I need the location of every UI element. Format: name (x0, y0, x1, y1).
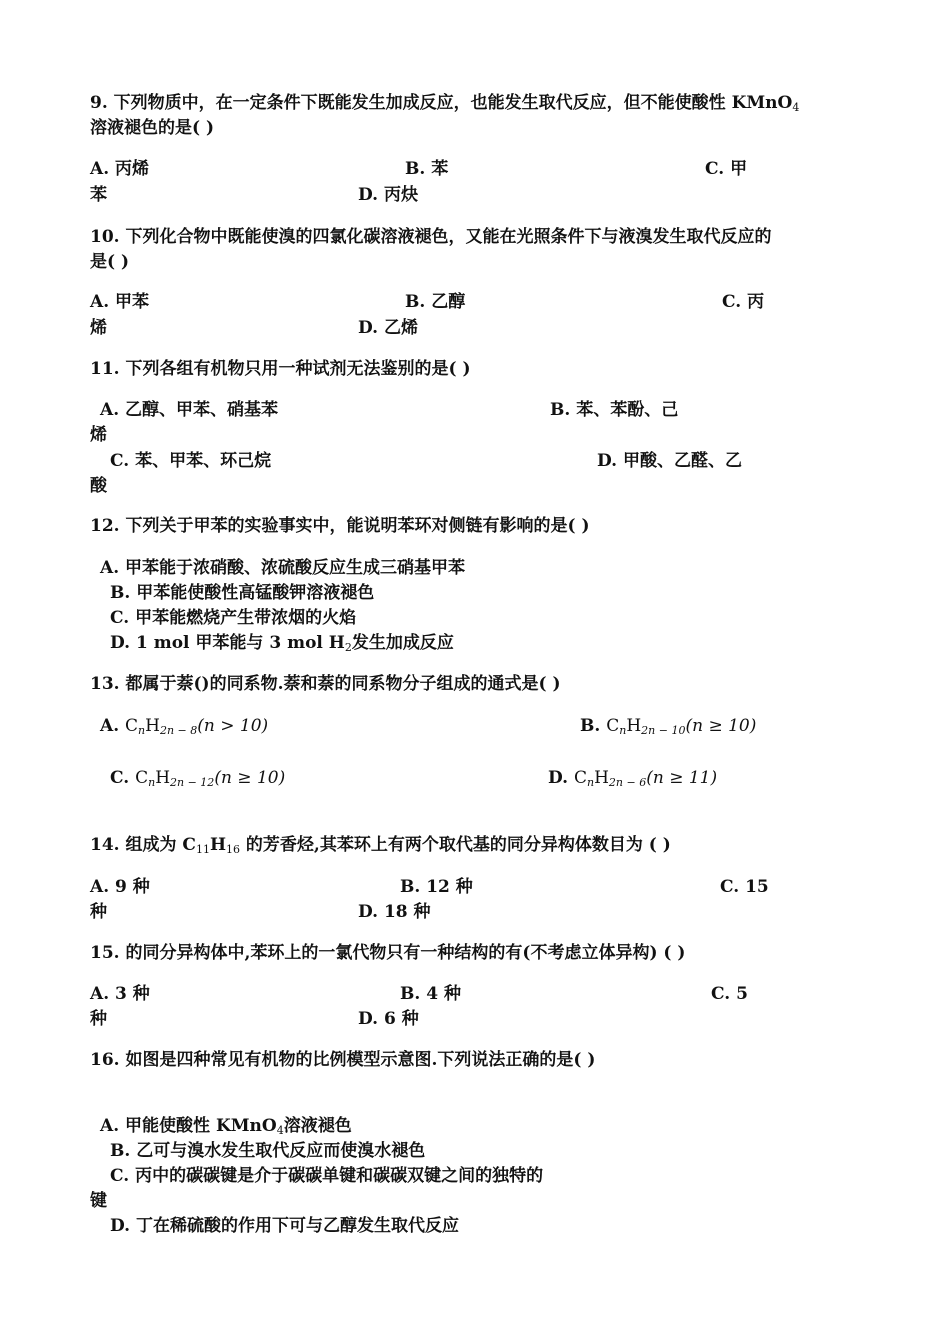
q11-option-d: D. 甲酸、乙醛、乙 (597, 451, 742, 471)
q10-option-d: D. 乙烯 (358, 318, 418, 338)
q15-option-c-wrap: 种 (90, 1009, 107, 1029)
q14-option-d: D. 18 种 (358, 902, 431, 922)
q9-option-c: C. 甲 (705, 159, 748, 179)
q15-option-c: C. 5 (711, 984, 748, 1004)
q12-stem-line1: 12. 下列关于甲苯的实验事实中，能说明苯环对侧链有影响的是( ) (90, 516, 590, 536)
q15-option-b: B. 4 种 (400, 984, 461, 1004)
q13-option-d: D. $C_nH_{2n - 6}(n \ge 11)$ (548, 768, 718, 789)
q14-option-b: B. 12 种 (400, 877, 473, 897)
q13-option-b: B. $C_nH_{2n - 10}(n \ge 10)$ (580, 716, 757, 737)
q16-option-b: B. 乙可与溴水发生取代反应而使溴水褪色 (110, 1141, 426, 1161)
q10-option-b: B. 乙醇 (405, 292, 466, 312)
q12-option-a: A. 甲苯能于浓硝酸、浓硫酸反应生成三硝基甲苯 (100, 558, 466, 578)
q11-option-a: A. 乙醇、甲苯、硝基苯 (100, 400, 279, 420)
q14-option-c-wrap: 种 (90, 902, 107, 922)
q12-option-c: C. 甲苯能燃烧产生带浓烟的火焰 (110, 608, 357, 628)
q11-option-b-wrap: 烯 (90, 425, 107, 445)
q16-stem-line1: 16. 如图是四种常见有机物的比例模型示意图.下列说法正确的是( ) (90, 1050, 596, 1070)
q16-option-c-wrap: 键 (90, 1191, 107, 1211)
q12-option-d: D. 1 mol 甲苯能与 3 mol $H_2$发生加成反应 (110, 633, 454, 654)
q11-stem-line1: 11. 下列各组有机物只用一种试剂无法鉴别的是( ) (90, 359, 471, 379)
q9-option-b: B. 苯 (405, 159, 449, 179)
q11-option-c: C. 苯、甲苯、环己烷 (110, 451, 272, 471)
q10-stem-line1: 10. 下列化合物中既能使溴的四氯化碳溶液褪色，又能在光照条件下与液溴发生取代反应的 (90, 227, 772, 247)
q16-option-a: A. 甲能使酸性 KMnO$_4$溶液褪色 (100, 1116, 352, 1137)
q11-option-d-wrap: 酸 (90, 476, 107, 496)
q14-option-c: C. 15 (720, 877, 769, 897)
q13-option-a: A. $C_nH_{2n - 8}(n > 10)$ (100, 716, 269, 737)
q15-stem-line1: 15. 的同分异构体中,苯环上的一氯代物只有一种结构的有(不考虑立体异构) ( ) (90, 943, 686, 963)
q10-option-c-wrap: 烯 (90, 318, 107, 338)
q11-option-b: B. 苯、苯酚、己 (550, 400, 679, 420)
q9-option-d: D. 丙炔 (358, 185, 418, 205)
q9-stem-line1: 9. 下列物质中，在一定条件下既能发生加成反应，也能发生取代反应，但不能使酸性 KMnO$_4$ (90, 93, 800, 114)
q9-option-a: A. 丙烯 (90, 159, 150, 179)
q9-option-c-wrap: 苯 (90, 185, 107, 205)
q14-option-a: A. 9 种 (90, 877, 150, 897)
q15-option-d: D. 6 种 (358, 1009, 419, 1029)
q16-option-d: D. 丁在稀硫酸的作用下可与乙醇发生取代反应 (110, 1216, 459, 1236)
q16-option-c: C. 丙中的碳碳键是介于碳碳单键和碳碳双键之间的独特的 (110, 1166, 544, 1186)
q14-stem-line1: 14. 组成为 $C_{11}H_{16}$ 的芳香烃,其苯环上有两个取代基的同分异构体数目为 ( ) (90, 835, 671, 856)
q9-stem-line2: 溶液褪色的是( ) (90, 118, 215, 138)
q10-option-c: C. 丙 (722, 292, 765, 312)
q10-option-a: A. 甲苯 (90, 292, 150, 312)
q13-option-c: C. $C_nH_{2n - 12}(n \ge 10)$ (110, 768, 286, 789)
q10-stem-line2: 是( ) (90, 252, 130, 272)
q15-option-a: A. 3 种 (90, 984, 150, 1004)
q13-stem-line1: 13. 都属于萘()的同系物.萘和萘的同系物分子组成的通式是( ) (90, 674, 561, 694)
q12-option-b: B. 甲苯能使酸性高锰酸钾溶液褪色 (110, 583, 375, 603)
